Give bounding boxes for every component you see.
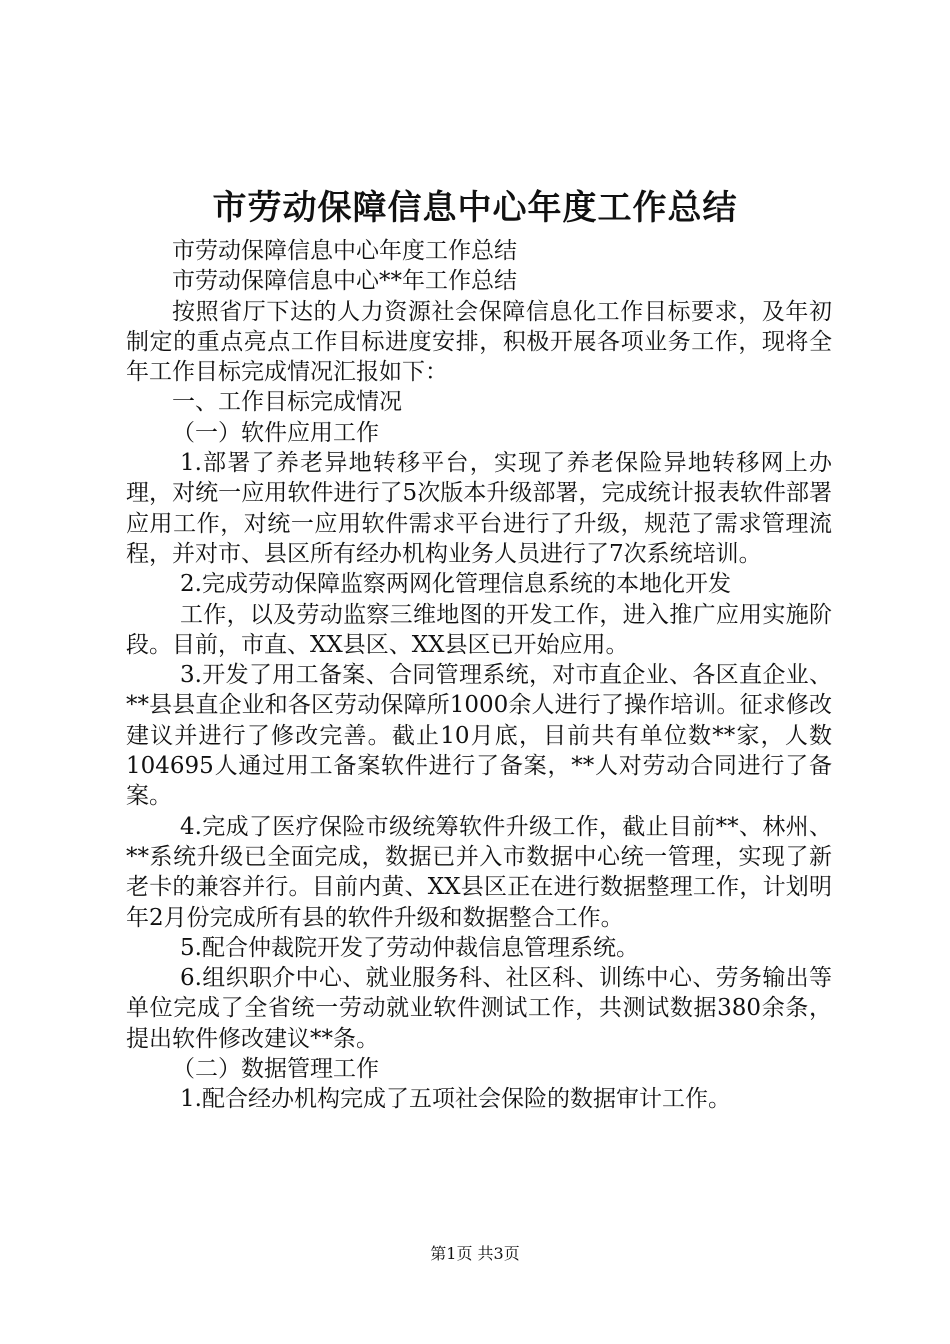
page-number: 第1页 共3页 [430, 1244, 520, 1263]
body-paragraph: 1.配合经办机构完成了五项社会保险的数据审计工作。 [180, 1086, 731, 1113]
body-paragraph: 2.完成劳动保障监察两网化管理信息系统的本地化开发 [180, 571, 731, 598]
body-paragraph: 工作，以及劳动监察三维地图的开发工作，进入推广应用实施阶段。目前，市直、XX县区、XX县区已开始应用。 [126, 601, 832, 658]
subsection-heading: （二）数据管理工作 [172, 1056, 379, 1083]
body-paragraph: 3.开发了用工备案、合同管理系统，对市直企业、各区直企业、**县县直企业和各区劳动保障所1000余人进行了操作培训。征求修改建议并进行了修改完善。截止10月底，目前共有单位数**家，人数104695人通过用工备案软件进行了备案，**人对劳动合同进行了备案。 [126, 662, 832, 810]
document-body [126, 236, 832, 1115]
body-paragraph: 4.完成了医疗保险市级统筹软件升级工作，截止目前**、林州、**系统升级已全面完成，数据已并入市数据中心统一管理，实现了新老卡的兼容并行。目前内黄、XX县区正在进行数据整理工作，计划明年2月份完成所有县的软件升级和数据整合工作。 [126, 813, 832, 931]
intro-paragraph: 按照省厅下达的人力资源社会保障信息化工作目标要求，及年初制定的重点亮点工作目标进度安排，积极开展各项业务工作，现将全年工作目标完成情况汇报如下： [126, 298, 832, 386]
subsection-heading: （一）软件应用工作 [172, 419, 379, 446]
subtitle-line: 市劳动保障信息中心年度工作总结 [172, 238, 517, 264]
subtitle-line: 市劳动保障信息中心**年工作总结 [172, 268, 517, 295]
body-paragraph: 6.组织职介中心、就业服务科、社区科、训练中心、劳务输出等单位完成了全省统一劳动就业软件测试工作，共测试数据380余条，提出软件修改建议**条。 [126, 965, 832, 1052]
body-paragraph: 1.部署了养老异地转移平台，实现了养老保险异地转移网上办理，对统一应用软件进行了5次版本升级部署，完成统计报表软件部署应用工作，对统一应用软件需求平台进行了升级，规范了需求管理流程，并对市、县区所有经办机构业务人员进行了7次系统培训。 [126, 450, 832, 567]
body-paragraph: 5.配合仲裁院开发了劳动仲裁信息管理系统。 [180, 934, 639, 961]
section-heading: 一、工作目标完成情况 [172, 389, 402, 416]
document-title: 市劳动保障信息中心年度工作总结 [212, 188, 738, 228]
